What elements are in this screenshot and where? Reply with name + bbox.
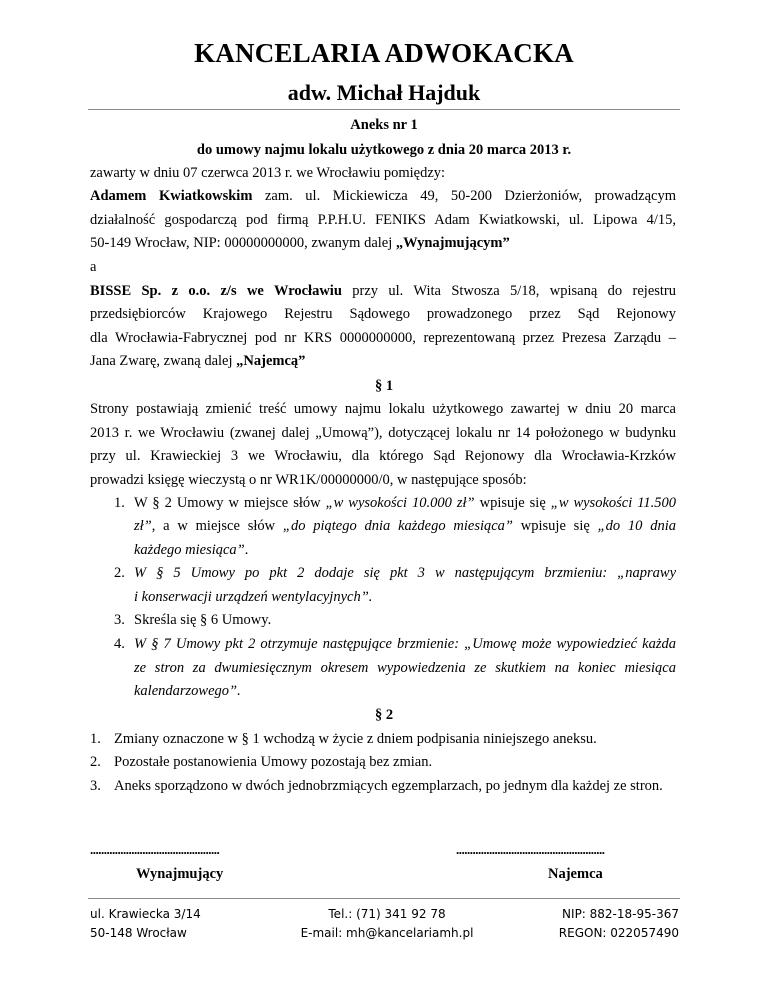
signature-line-left: ............................................... (90, 842, 220, 857)
item4-line3: kalendarzowego”. (134, 683, 241, 699)
item2-line1: W § 5 Umowy po pkt 2 dodaje się pkt 3 w następującym brzmieniu: „naprawy (134, 565, 676, 581)
s1-line2: 2013 r. we Wrocławiu (zwanej dalej „Umową”), dotyczącej lokalu nr 14 położonego w budynku (90, 425, 676, 441)
intro-line: zawarty w dniu 07 czerwca 2013 r. we Wrocławiu pomiędzy: (90, 165, 446, 181)
annex-title: Aneks nr 1 (350, 117, 418, 133)
lawyer-name: adw. Michał Hajduk (287, 80, 481, 105)
item4-line1: W § 7 Umowy pkt 2 otrzymuje następujące brzmienie: „Umowę może wypowiedzieć każda (134, 636, 676, 652)
s2-item1: Zmiany oznaczone w § 1 wchodzą w życie z dniem podpisania niniejszego aneksu. (114, 731, 597, 747)
item4-line2: ze stron za dwumiesięcznym okresem wypowiedzenia ze skutkiem na koniec miesiąca (134, 660, 676, 676)
header-divider (88, 109, 680, 110)
footer-registry: NIP: 882-18-95-367 REGON: 022057490 (558, 907, 679, 940)
footer-divider (88, 898, 680, 899)
s1-line4: prowadzi księgę wieczystą o nr WR1K/00000000/0, w następujące sposób: (90, 472, 527, 488)
item3-line1: Skreśla się § 6 Umowy. (134, 612, 272, 628)
party1-line2: działalność gospodarczą pod firmą P.P.H.U. FENIKS Adam Kwiatkowski, ul. Lipowa 4/15, (90, 212, 676, 228)
annex-subtitle: do umowy najmu lokalu użytkowego z dnia 20 marca 2013 r. (196, 142, 572, 158)
section-2-heading: § 2 (374, 707, 394, 723)
signature-line-right: ...................................................... (456, 842, 605, 857)
item-number: 2. (114, 565, 125, 581)
firm-name: KANCELARIA ADWOKACKA (194, 38, 574, 68)
party2-name: BISSE Sp. z o.o. z/s we Wrocławiu (90, 283, 342, 299)
party1-line3: 50-149 Wrocław, NIP: 00000000000, zwanym dalej „Wynajmującym” (90, 235, 510, 251)
signature-label-tenant: Najemca (548, 866, 603, 882)
party2-role: „Najemcą” (236, 353, 306, 369)
s2-number: 2. (90, 754, 101, 770)
party1-line1: Adamem Kwiatkowskim zam. ul. Mickiewicza 49, 50-200 Dzierżoniów, prowadzącym (90, 188, 676, 204)
signature-label-landlord: Wynajmujący (136, 866, 224, 882)
party1-role: „Wynajmującym” (395, 235, 510, 251)
item-number: 3. (114, 612, 125, 628)
section-1-heading: § 1 (374, 378, 394, 394)
s1-line3: przy ul. Krawieckiej 3 we Wrocławiu, dla którego Sąd Rejonowy dla Wrocławia-Krzków (90, 448, 676, 464)
s2-item3: Aneks sporządzono w dwóch jednobrzmiących egzemplarzach, po jednym dla każdej ze stron. (114, 778, 663, 794)
party2-line3: dla Wrocławia-Fabrycznej pod nr KRS 0000000000, reprezentowaną przez Prezesa Zarządu – (90, 330, 676, 346)
party2-line4: Jana Zwarę, zwaną dalej „Najemcą” (90, 353, 306, 369)
s2-number: 1. (90, 731, 101, 747)
footer-address: ul. Krawiecka 3/14 50-148 Wrocław (90, 907, 201, 940)
item-number: 1. (114, 495, 125, 511)
s1-line1: Strony postawiają zmienić treść umowy najmu lokalu użytkowego zawartej w dniu 20 marca (90, 401, 676, 417)
party1-name: Adamem Kwiatkowskim (90, 188, 253, 204)
item-number: 4. (114, 636, 125, 652)
footer-contact: Tel.: (71) 341 92 78 E-mail: mh@kancelariamh.pl (300, 907, 474, 940)
item2-line2: i konserwacji urządzeń wentylacyjnych”. (134, 589, 373, 605)
item1-line3: każdego miesiąca”. (134, 542, 249, 558)
s2-item2: Pozostałe postanowienia Umowy pozostają bez zmian. (114, 754, 433, 770)
item1-line1: W § 2 Umowy w miejsce słów „w wysokości 10.000 zł” wpisuje się „w wysokości 11.500 (134, 495, 677, 511)
s2-number: 3. (90, 778, 101, 794)
party2-line1: BISSE Sp. z o.o. z/s we Wrocławiu przy ul. Wita Stwosza 5/18, wpisaną do rejestru (90, 283, 677, 299)
and-word: a (90, 259, 97, 275)
item1-line2: zł”, a w miejsce słów „do piątego dnia każdego miesiąca” wpisuje się „do 10 dnia (134, 518, 676, 534)
party2-line2: przedsiębiorców Krajowego Rejestru Sądowego prowadzonego przez Sąd Rejonowy (90, 306, 676, 322)
